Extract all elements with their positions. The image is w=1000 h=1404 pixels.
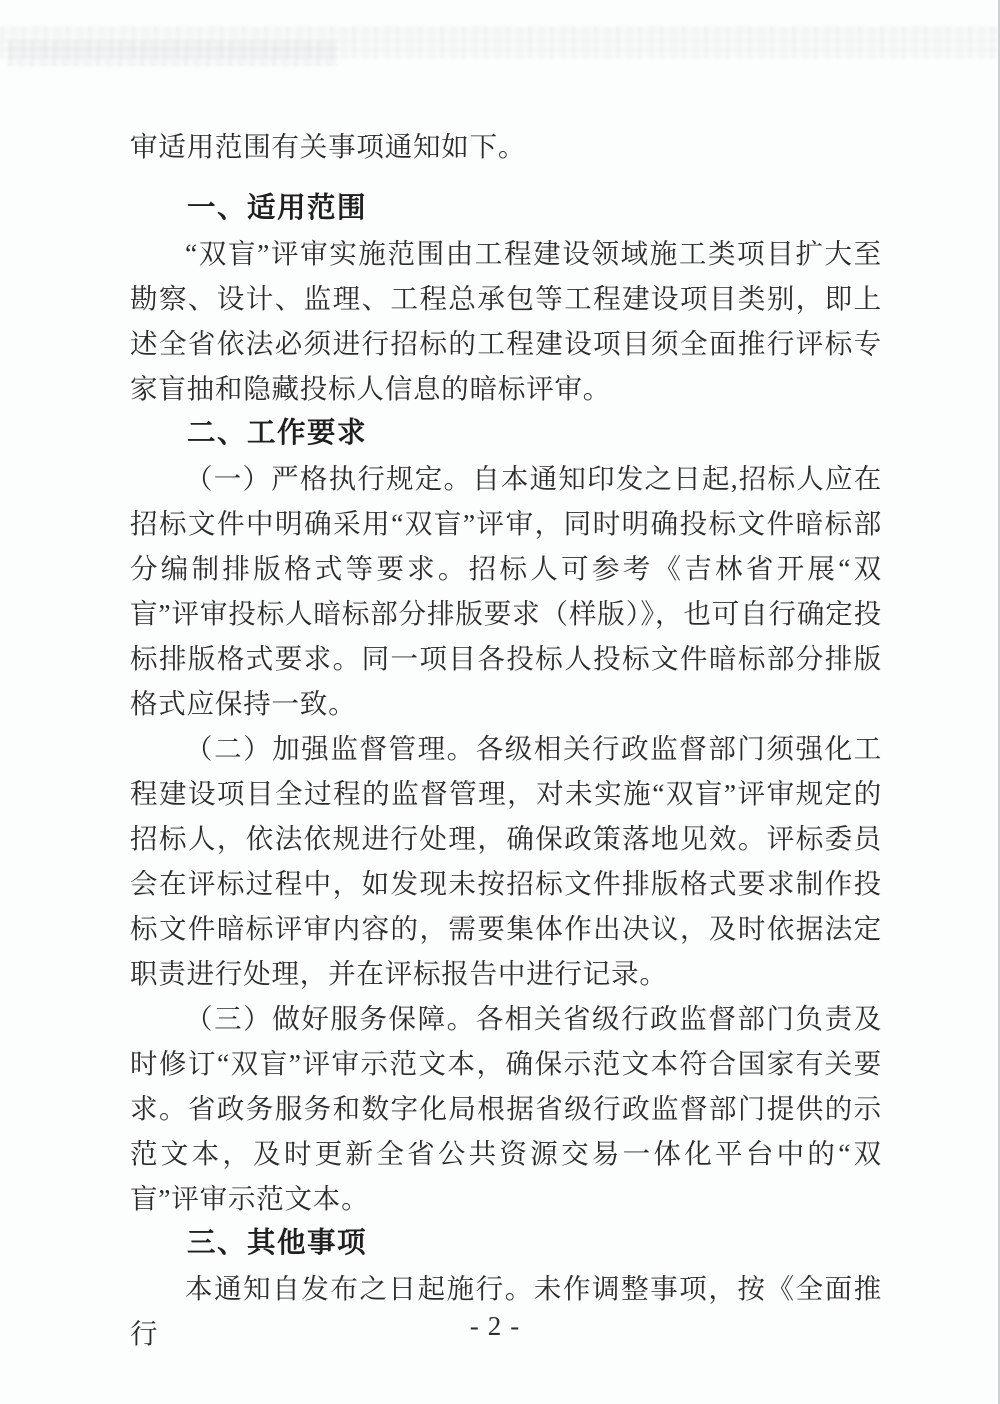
paragraph-requirement-2: （二）加强监督管理。各级相关行政监督部门须强化工程建设项目全过程的监督管理，对未实施“双盲”评审规定的招标人，依法依规进行处理，确保政策落地见效。评标委员会在评标过程中，如发现未按招标文件排版格式要求制作投标文件暗标评审内容的，需要集体作出决议，及时依据法定职责进行处理，并在评标报告中进行记录。 [130,733,882,989]
document-body [130,124,882,1356]
paragraph-other: 本通知自发布之日起施行。未作调整事项，按《全面推行 [130,1273,882,1349]
section-heading-1: 一、适用范围 [187,192,368,224]
paragraph-requirement-1: （一）严格执行规定。自本通知印发之日起,招标人应在招标文件中明确采用“双盲”评审，同时明确投标文件暗标部分编制排版格式等要求。招标人可参考《吉林省开展“双盲”评审投标人暗标部分排版要求（样版）》，也可自行确定投标排版格式要求。同一项目各投标人投标文件暗标部分排版格式应保持一致。 [130,463,882,719]
section-heading-3: 三、其他事项 [187,1227,368,1259]
page-number: -2- [469,1311,529,1341]
continuation-line: 审适用范围有关事项通知如下。 [130,131,527,162]
paragraph-requirement-3: （三）做好服务保障。各相关省级行政监督部门负责及时修订“双盲”评审示范文本，确保示范文本符合国家有关要求。省政务服务和数字化局根据省级行政监督部门提供的示范文本，及时更新全省公共资源交易一体化平台中的“双盲”评审示范文本。 [130,1003,882,1214]
section-heading-2: 二、工作要求 [187,417,368,449]
paragraph-scope: “双盲”评审实施范围由工程建设领域施工类项目扩大至勘察、设计、监理、工程总承包等工程建设项目类别，即上述全省依法必须进行招标的工程建设项目须全面推行评标专家盲抽和隐藏投标人信息的暗标评审。 [130,238,882,404]
scan-noise-smudge [8,40,338,66]
